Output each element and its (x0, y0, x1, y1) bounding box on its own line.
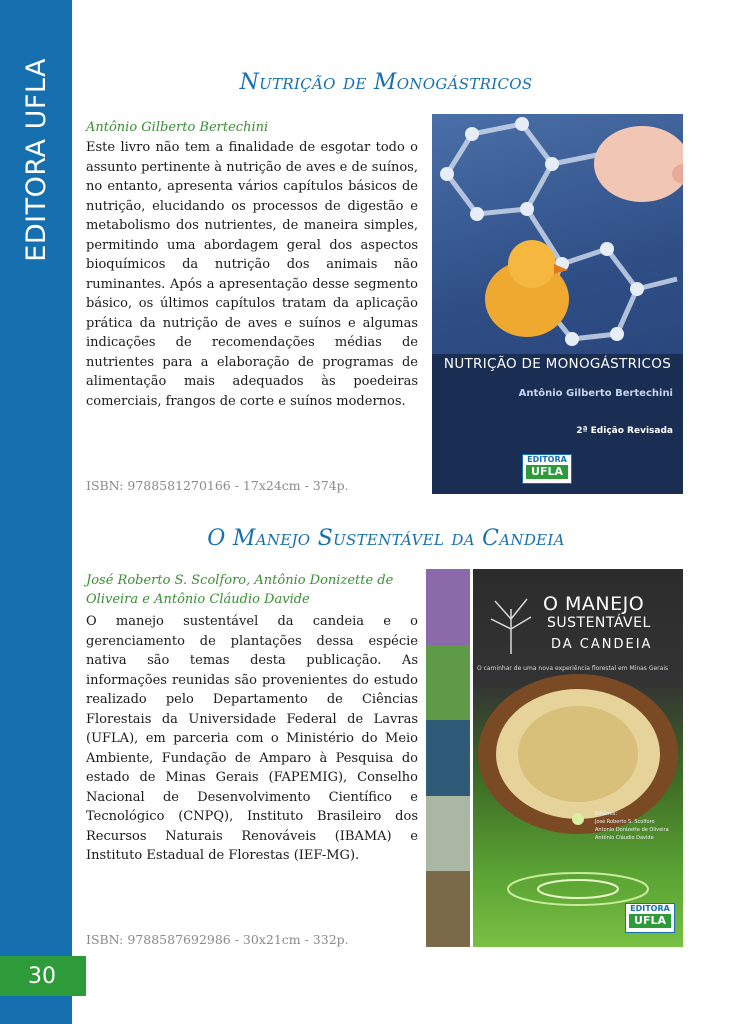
flower-photo (426, 569, 470, 645)
logo-bottom-1: UFLA (526, 465, 568, 479)
book-author-1: Antônio Gilberto Bertechini (86, 120, 269, 135)
cover-subtitle-2: O caminhar de uma nova experiência florestal em Minas Gerais (477, 665, 669, 672)
cover-author-1: Antônio Gilberto Bertechini (518, 388, 673, 399)
book-isbn-1: ISBN: 9788581270166 - 17x24cm - 374p. (86, 478, 349, 493)
book-isbn-2: ISBN: 9788587692986 - 30x21cm - 332p. (86, 932, 349, 947)
molecule-illustration (432, 114, 683, 354)
editor-3: Antônio Cláudio Davide (595, 835, 654, 841)
book-cover-2 (473, 569, 683, 947)
cover-title-2-line2: SUSTENTÁVEL (547, 615, 651, 631)
logo-top-1: EDITORA (527, 455, 567, 464)
sidebar (0, 0, 72, 1024)
photo-strip (426, 569, 470, 947)
editors-label: Editores: (595, 811, 618, 817)
publisher-logo-1 (522, 454, 572, 484)
book-title-1: Nutrição de Monogástricos (239, 70, 533, 95)
landscape-photo (426, 796, 470, 872)
page-number: 30 (0, 956, 86, 996)
cover-title-1: NUTRIÇÃO DE MONOGÁSTRICOS (443, 356, 672, 372)
water-drop-ripple (508, 873, 648, 905)
pig-image (594, 126, 683, 202)
sidebar-label (12, 40, 60, 280)
book-author-2: José Roberto S. Scolforo, Antônio Donizette de Oliveira e Antônio Cláudio Davide (86, 573, 394, 607)
editor-1: José Roberto S. Scolforo (595, 819, 655, 825)
water-photo (426, 720, 470, 796)
tree-photo (426, 871, 470, 947)
cover-title-2-line3: DA CANDEIA (551, 637, 653, 652)
cover-editors-2 (595, 810, 669, 842)
logo-bottom-2: UFLA (629, 914, 671, 928)
publisher-logo-2 (625, 903, 675, 933)
seedlings-photo (426, 645, 470, 721)
book-title-2: O Manejo Sustentável da Candeia (207, 526, 565, 551)
book-description-1: Este livro não tem a finalidade de esgotar todo o assunto pertinente à nutrição de aves e de suínos, no entanto, apresenta vários capítulos básicos de nutrição, elucidando os processos de digestão e metabolismo dos nutrientes, de maneira simples, permitindo uma abordagem geral dos aspectos bioquímicos da nutrição dos animais não ruminantes. Após a apresentação desse segmento básico, os últimos capítulos tratam da aplicação prática da nutrição de aves e suínos e algumas indicações de recomendações médias de nutrientes para a elaboração de programas de alimentação mais adequados às poedeiras comerciais, frangos de corte e suínos modernos. (86, 140, 418, 409)
cover-title-2-line1: O MANEJO (543, 593, 645, 615)
logo-top-2: EDITORA (630, 904, 670, 913)
publisher-name: EDITORA UFLA (20, 58, 52, 262)
book-cover-1 (432, 114, 683, 494)
book-description-2: O manejo sustentável da candeia e o gerenciamento de plantações dessa espécie nativa são temas desta publicação. As informações reunidas são provenientes do estudo realizado pelo Departamento de Ciências Florestais da Universidade Federal de Lavras (UFLA), em parceria com o Ministério do Meio Ambiente, Fundação de Amparo à Pesquisa do estado de Minas Gerais (FAPEMIG), Conselho Nacional de Desenvolvimento Científico e Tecnológico (CNPQ), Instituto Brasileiro dos Recursos Naturais Renováveis (IBAMA) e Instituto Estadual de Florestas (IEF-MG). (86, 614, 418, 863)
cover-edition-1: 2ª Edição Revisada (576, 426, 673, 436)
editor-2: Antonio Donizette de Oliveira (595, 827, 669, 833)
